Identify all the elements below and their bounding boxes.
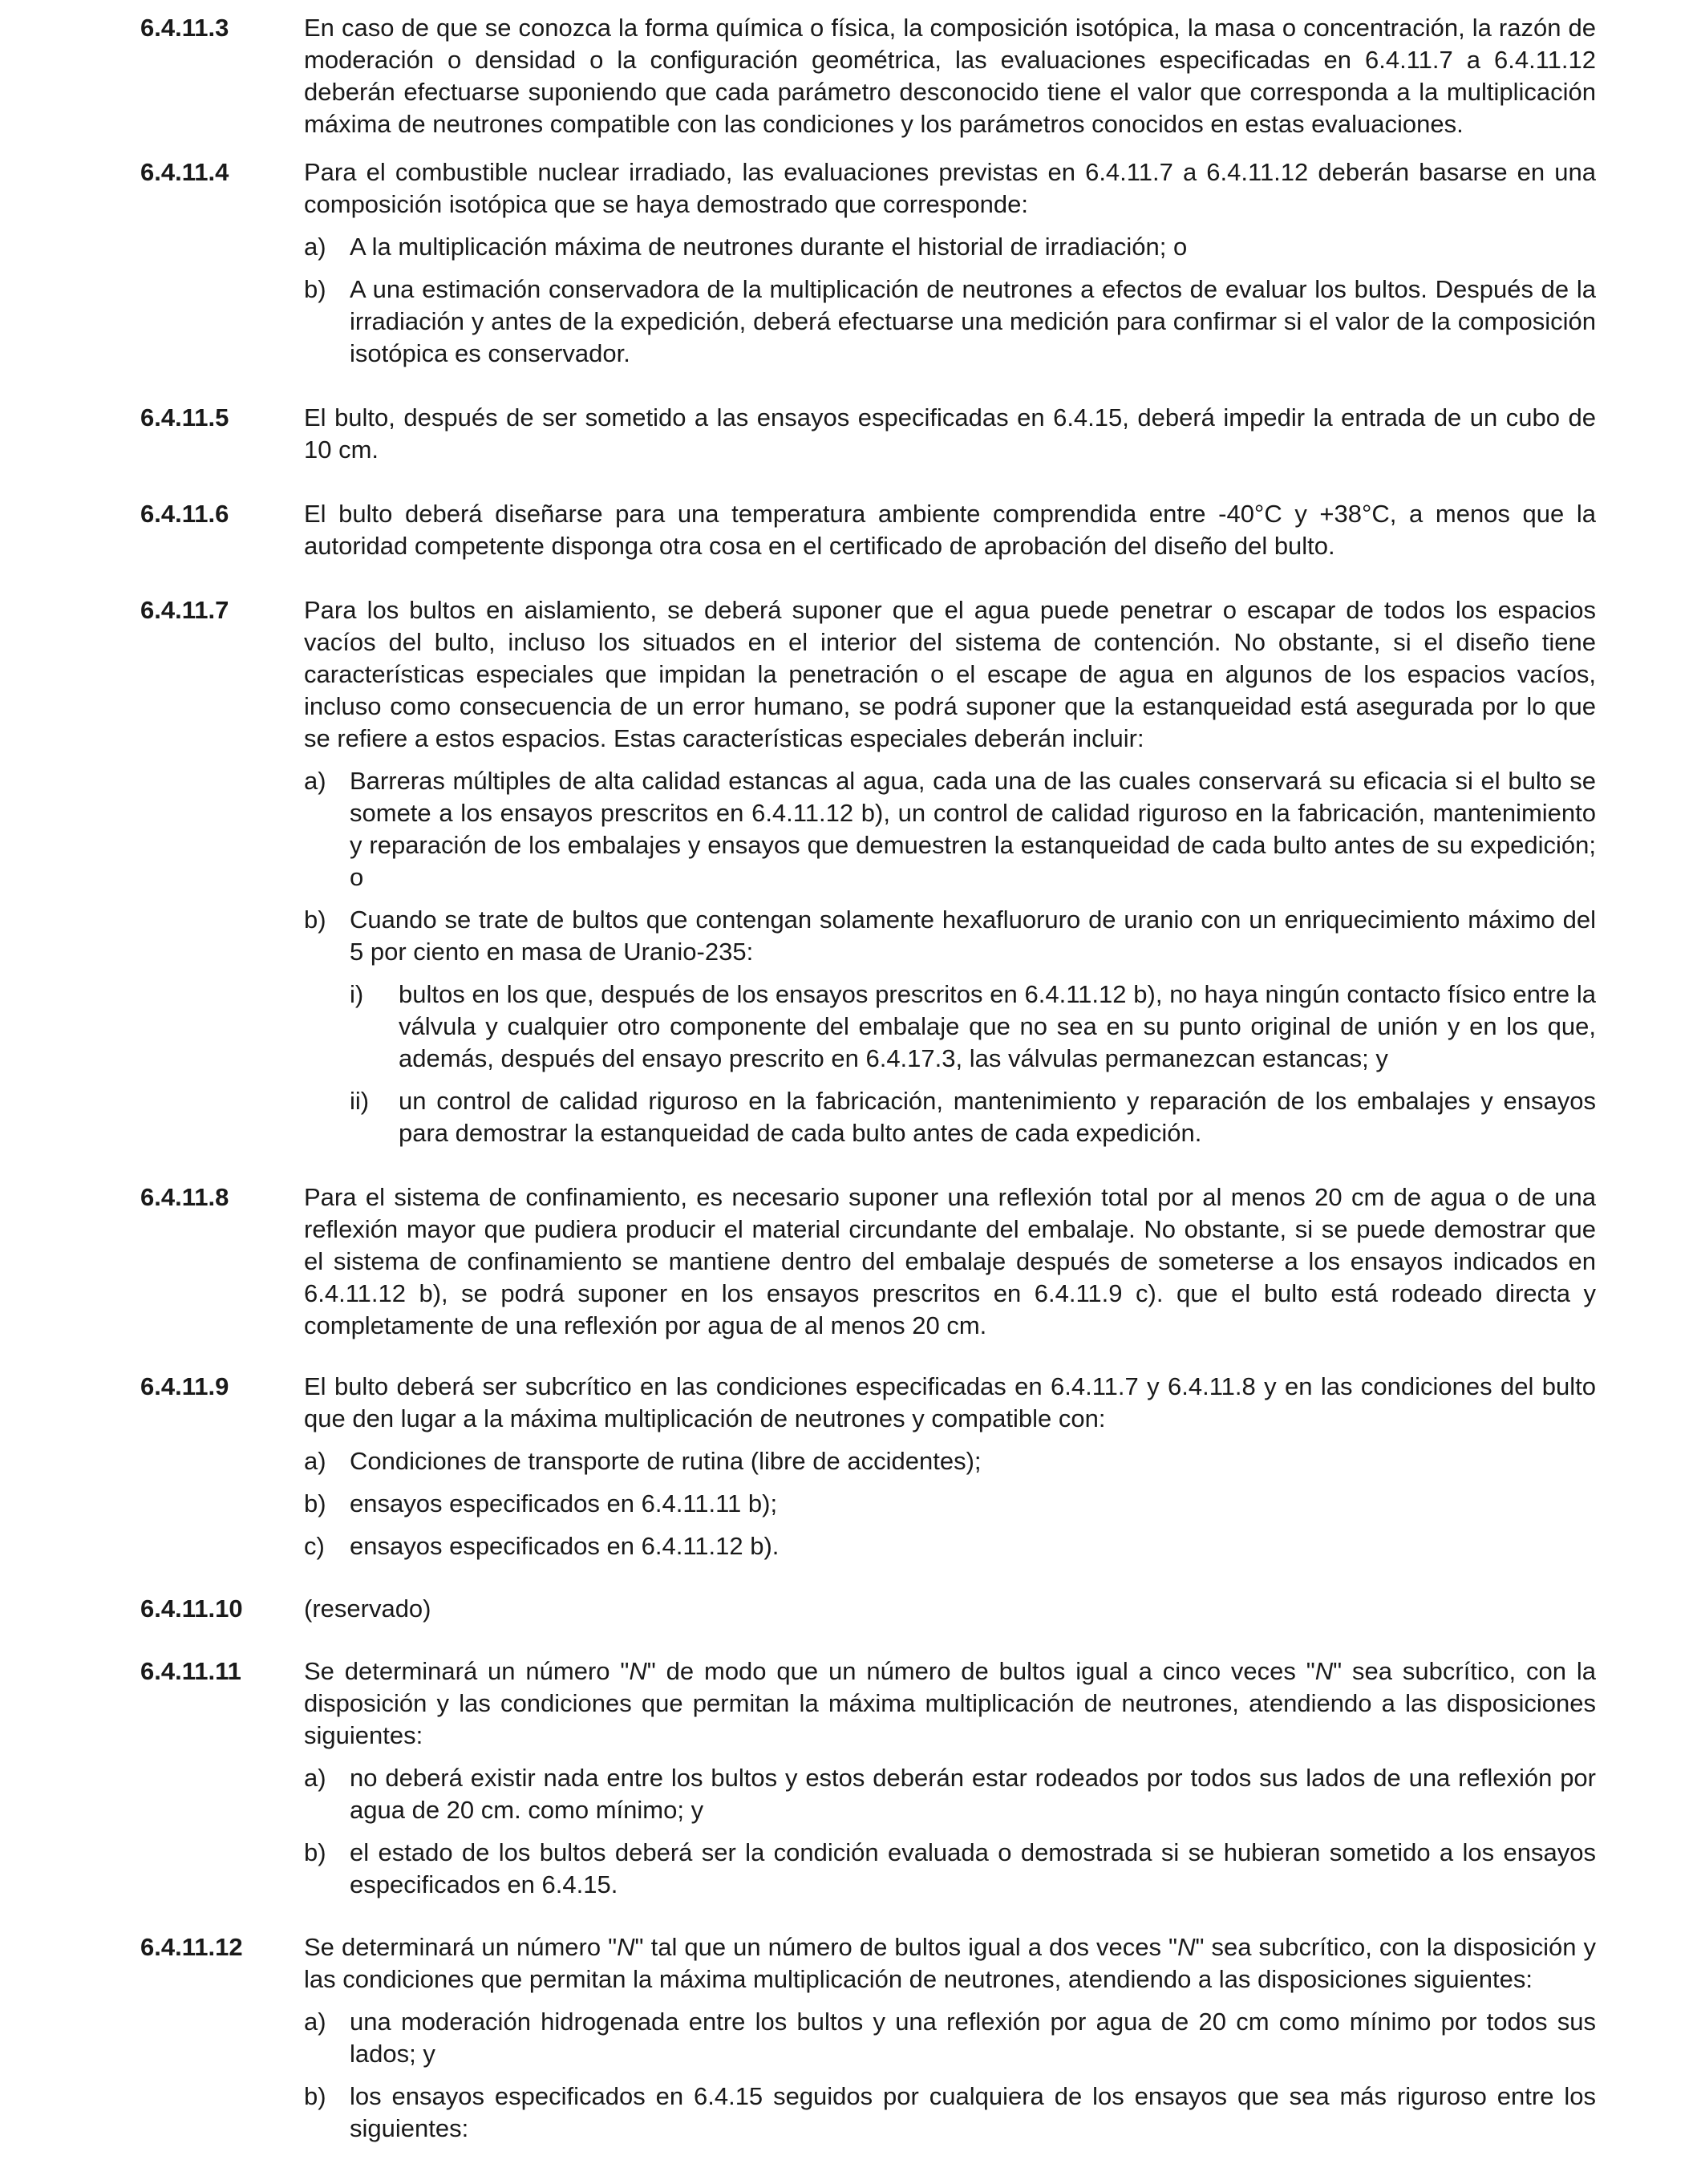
section-6-4-11-4 [140, 156, 1596, 370]
section-text: Para los bultos en aislamiento, se deberá suponer que el agua puede penetrar o escapar de todos los espacios vacíos del bulto, incluso los situados en el interior del sistema de contención. No obstante, si el diseño tiene características especiales que impidan la penetración o el escape de agua en algunos de los espacios vacíos, incluso como consecuencia de un error humano, se podrá suponer que la estanqueidad está asegurada por lo que se refiere a estos espacios. Estas características especiales deberán incluir: [304, 596, 1596, 752]
list-item-text: A la multiplicación máxima de neutrones durante el historial de irradiación; o [350, 233, 1188, 261]
sub-list-item-label: i) [350, 980, 364, 1008]
section-number: 6.4.11.9 [140, 1372, 229, 1400]
section-number: 6.4.11.4 [140, 158, 229, 186]
section-text: El bulto deberá ser subcrítico en las condiciones especificadas en 6.4.11.7 y 6.4.11.8 y en las condiciones del bulto que den lugar a la máxima multiplicación de neutrones y compatible con: [304, 1372, 1596, 1432]
section-body [304, 12, 1596, 140]
list-item-label: b) [304, 906, 326, 934]
section-number: 6.4.11.5 [140, 403, 229, 432]
section-6-4-11-8 [140, 1181, 1596, 1342]
list-item [304, 765, 1596, 893]
list-item [304, 2006, 1596, 2070]
text-run: Se determinará un número " [304, 1657, 630, 1685]
list-item [304, 1530, 1596, 1562]
list-item-text: Cuando se trate de bultos que contengan solamente hexafluoruro de uranio con un enriquecimiento máximo del 5 por ciento en masa de Uranio-235: [350, 906, 1596, 966]
sub-list-item [350, 979, 1596, 1075]
section-number: 6.4.11.8 [140, 1183, 229, 1211]
section-body [304, 1181, 1596, 1342]
list-item-label: a) [304, 1447, 326, 1475]
section-body [304, 1655, 1596, 1901]
section-6-4-11-9 [140, 1371, 1596, 1562]
list-item-label: a) [304, 1764, 326, 1792]
section-number: 6.4.11.3 [140, 14, 229, 42]
variable-n: N [617, 1933, 635, 1961]
section-6-4-11-12 [140, 1931, 1596, 2145]
section-text [304, 1655, 1596, 1752]
list-item-text: no deberá existir nada entre los bultos y estos deberán estar rodeados por todos sus lados de una reflexión por agua de 20 cm. como mínimo; y [350, 1764, 1596, 1824]
list-item-text: una moderación hidrogenada entre los bultos y una reflexión por agua de 20 cm como mínimo por todos sus lados; y [350, 2008, 1596, 2068]
list-item-label: b) [304, 2082, 326, 2110]
variable-n: N [1177, 1933, 1196, 1961]
list-item-text: Barreras múltiples de alta calidad estancas al agua, cada una de las cuales conservará su eficacia si el bulto se somete a los ensayos prescritos en 6.4.11.12 b), un control de calidad riguroso en la fabricación, mantenimiento y reparación de los embalajes y ensayos que demuestren la estanqueidad de cada bulto antes de su expedición; o [350, 767, 1596, 891]
section-text: El bulto, después de ser sometido a las ensayos especificadas en 6.4.15, deberá impedir la entrada de un cubo de 10 cm. [304, 403, 1596, 464]
list-item-label: c) [304, 1532, 325, 1560]
section-body [304, 156, 1596, 370]
list-item-label: a) [304, 233, 326, 261]
text-run: " sea subcrítico, con la disposición y las condiciones que permitan la máxima multiplicación de neutrones, atendiendo a las disposiciones siguientes: [304, 1657, 1596, 1749]
list-item-text: A una estimación conservadora de la multiplicación de neutrones a efectos de evaluar los bultos. Después de la irradiación y antes de la expedición, deberá efectuarse una medición para confirmar si el valor de la composición isotópica es conservador. [350, 275, 1596, 367]
list-item [304, 1837, 1596, 1901]
section-6-4-11-7 [140, 594, 1596, 1149]
document-page [140, 12, 1596, 2145]
section-body [304, 1931, 1596, 2145]
section-number: 6.4.11.6 [140, 500, 229, 528]
section-text: (reservado) [304, 1594, 431, 1623]
section-text [304, 1931, 1596, 1996]
list-item-label: b) [304, 1489, 326, 1517]
list-item-text: los ensayos especificados en 6.4.15 seguidos por cualquiera de los ensayos que sea más riguroso entre los siguientes: [350, 2082, 1596, 2142]
section-body [304, 1371, 1596, 1562]
list-item-label: a) [304, 2008, 326, 2036]
text-run: " tal que un número de bultos igual a dos veces " [634, 1933, 1178, 1961]
section-number: 6.4.11.10 [140, 1594, 243, 1623]
list-item-text: ensayos especificados en 6.4.11.11 b); [350, 1489, 778, 1517]
sub-list-item [350, 1085, 1596, 1149]
text-run: " de modo que un número de bultos igual a cinco veces " [646, 1657, 1315, 1685]
list-item-label: b) [304, 275, 326, 303]
variable-n: N [1314, 1657, 1334, 1685]
sub-list-item-label: ii) [350, 1087, 370, 1115]
section-number: 6.4.11.11 [140, 1657, 241, 1685]
list-item [304, 904, 1596, 968]
section-text: El bulto deberá diseñarse para una temperatura ambiente comprendida entre -40°C y +38°C, a menos que la autoridad competente disponga otra cosa en el certificado de aprobación del diseño del bulto. [304, 500, 1596, 560]
list-item [304, 1488, 1596, 1520]
section-body [304, 594, 1596, 1149]
section-body [304, 1593, 1596, 1625]
text-run: Se determinará un número " [304, 1933, 618, 1961]
section-6-4-11-10 [140, 1593, 1596, 1625]
list-item-label: b) [304, 1838, 326, 1866]
sub-list-item-text: bultos en los que, después de los ensayos prescritos en 6.4.11.12 b), no haya ningún contacto físico entre la válvula y cualquier otro componente del embalaje que no sea en su punto original de unión y en los que, además, después del ensayo prescrito en 6.4.17.3, las válvulas permanezcan estancas; y [399, 980, 1596, 1072]
text-run: " sea subcrítico, con la disposición y las condiciones que permitan la máxima multiplicación de neutrones, atendiendo a las disposiciones siguientes: [304, 1933, 1596, 1993]
list-item-text: Condiciones de transporte de rutina (libre de accidentes); [350, 1447, 982, 1475]
section-body [304, 402, 1596, 466]
variable-n: N [629, 1657, 647, 1685]
list-item-text: el estado de los bultos deberá ser la condición evaluada o demostrada si se hubieran sometido a los ensayos especificados en 6.4.15. [350, 1838, 1596, 1898]
list-item-text: ensayos especificados en 6.4.11.12 b). [350, 1532, 780, 1560]
sub-list-item-text: un control de calidad riguroso en la fabricación, mantenimiento y reparación de los embalajes y ensayos para demostrar la estanqueidad de cada bulto antes de cada expedición. [399, 1087, 1596, 1147]
list-item-label: a) [304, 767, 326, 795]
section-6-4-11-3 [140, 12, 1596, 140]
section-6-4-11-6 [140, 498, 1596, 562]
section-6-4-11-11 [140, 1655, 1596, 1901]
section-text: Para el combustible nuclear irradiado, las evaluaciones previstas en 6.4.11.7 a 6.4.11.12 deberán basarse en una composición isotópica que se haya demostrado que corresponde: [304, 158, 1596, 218]
section-text: En caso de que se conozca la forma química o física, la composición isotópica, la masa o concentración, la razón de moderación o densidad o la configuración geométrica, las evaluaciones especificadas en 6.4.11.7 a 6.4.11.12 deberán efectuarse suponiendo que cada parámetro desconocido tiene el valor que corresponda a la multiplicación máxima de neutrones compatible con las condiciones y los parámetros conocidos en estas evaluaciones. [304, 14, 1596, 138]
list-item [304, 2081, 1596, 2145]
section-text: Para el sistema de confinamiento, es necesario suponer una reflexión total por al menos 20 cm de agua o de una reflexión mayor que pudiera producir el material circundante del embalaje. No obstante, si se puede demostrar que el sistema de confinamiento se mantiene dentro del embalaje después de someterse a los ensayos indicados en 6.4.11.12 b), se podrá suponer en los ensayos prescritos en 6.4.11.9 c). que el bulto está rodeado directa y completamente de una reflexión por agua de al menos 20 cm. [304, 1183, 1596, 1339]
list-item [304, 1762, 1596, 1826]
section-6-4-11-5 [140, 402, 1596, 466]
list-item [304, 1445, 1596, 1477]
section-body [304, 498, 1596, 562]
list-item [304, 231, 1596, 263]
section-number: 6.4.11.12 [140, 1933, 243, 1961]
section-number: 6.4.11.7 [140, 596, 229, 624]
list-item [304, 274, 1596, 370]
